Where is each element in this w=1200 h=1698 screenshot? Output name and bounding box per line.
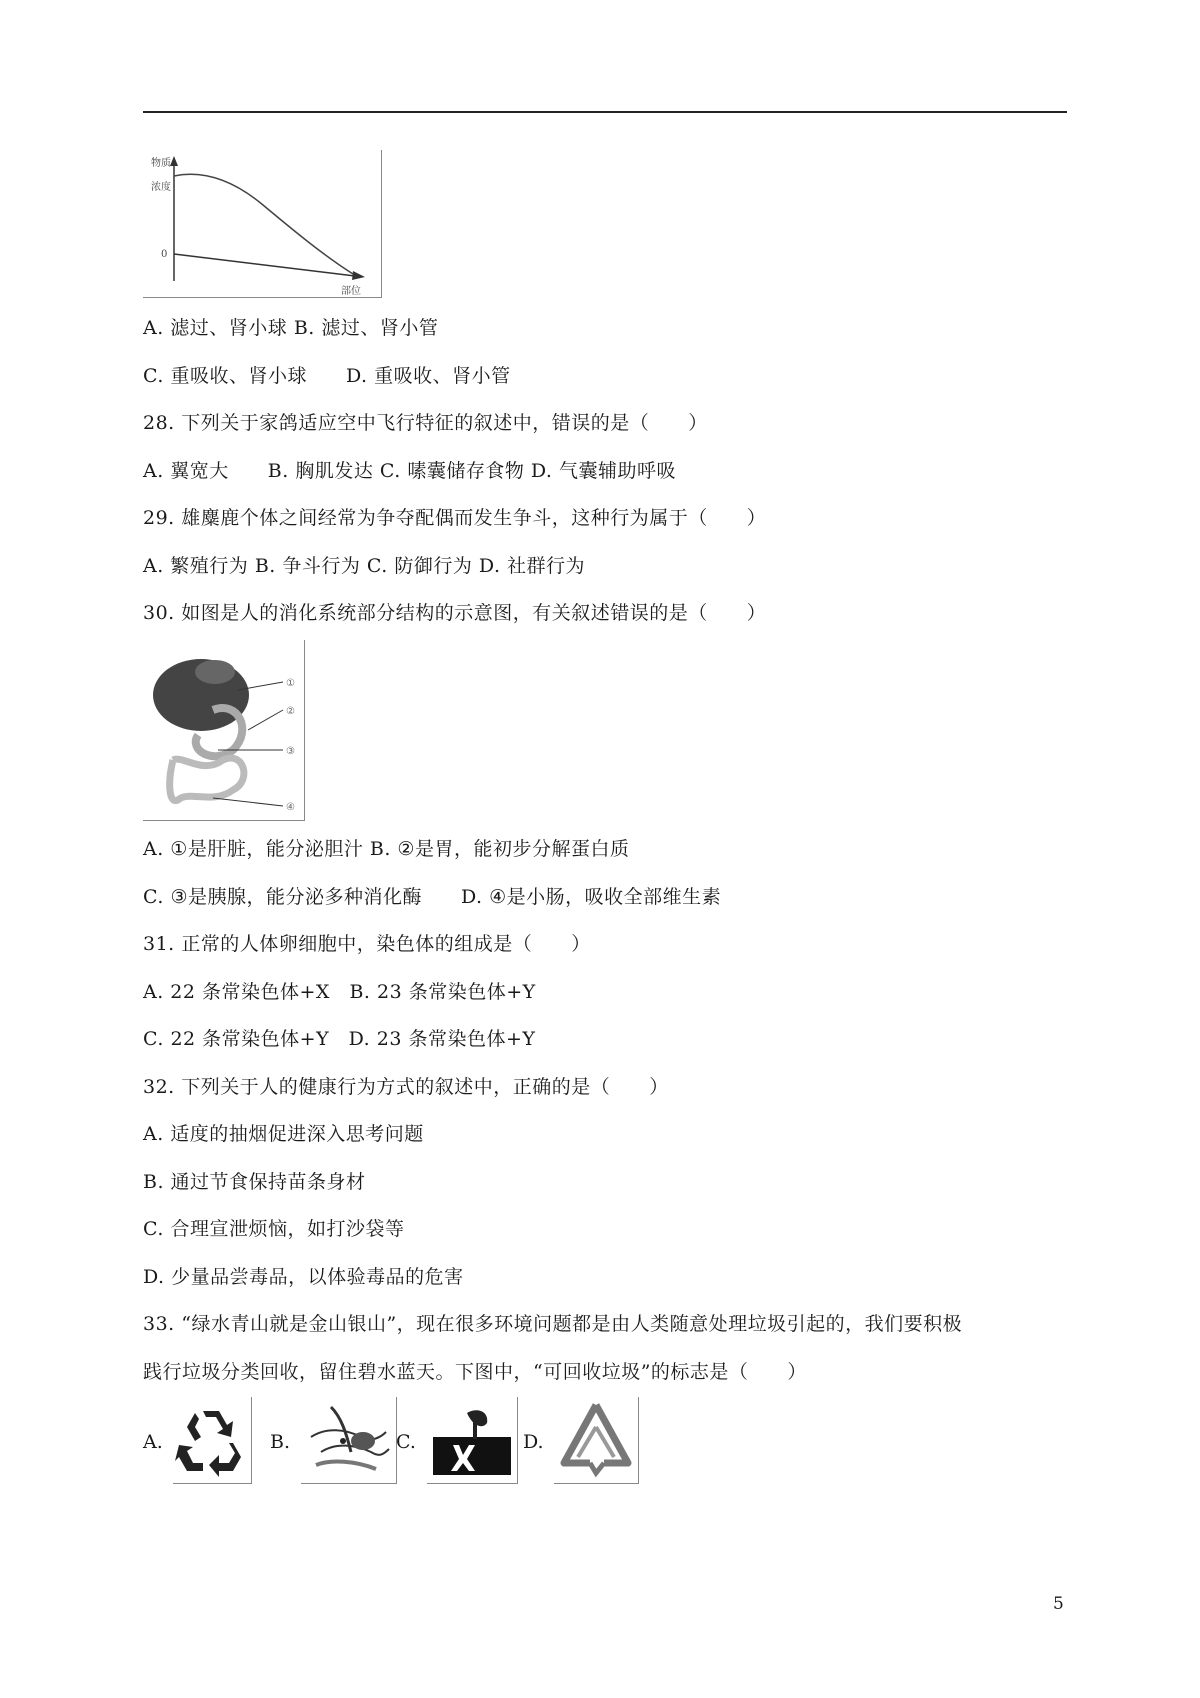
- q31-stem: 31. 正常的人体卵细胞中，染色体的组成是（ ）: [143, 933, 591, 955]
- header-rule: [143, 111, 1067, 113]
- q27-options-line2: C. 重吸收、肾小球 D. 重吸收、肾小管: [143, 365, 511, 387]
- concentration-curve: [174, 174, 353, 274]
- q32-option-b: B. 通过节食保持苗条身材: [143, 1171, 366, 1193]
- q27-options-line1: A. 滤过、肾小球 B. 滤过、肾小管: [143, 317, 439, 339]
- page-number: 5: [1053, 1594, 1064, 1614]
- x-axis-label: 部位: [341, 286, 361, 297]
- concentration-graph-figure: [143, 150, 382, 298]
- q33-stem-line1: 33. “绿水青山就是金山银山”，现在很多环境问题都是由人类随意处理垃圾引起的，我们要积极: [143, 1313, 963, 1335]
- svg-text:②: ②: [286, 706, 295, 717]
- y-axis-label-2: 浓度: [151, 182, 171, 193]
- q30-options-cd: C. ③是胰腺，能分泌多种消化酶 D. ④是小肠，吸收全部维生素: [143, 886, 722, 908]
- q33-option-label-b: B.: [270, 1431, 291, 1453]
- recycle-arrows-icon: [173, 1397, 252, 1484]
- origin-label: 0: [161, 249, 168, 260]
- q33-stem-line2: 践行垃圾分类回收，留住碧水蓝天。下图中，“可回收垃圾”的标志是（ ）: [143, 1361, 807, 1383]
- q29-options: A. 繁殖行为 B. 争斗行为 C. 防御行为 D. 社群行为: [143, 555, 586, 577]
- q32-option-d: D. 少量品尝毒品，以体验毒品的危害: [143, 1266, 464, 1288]
- q29-stem: 29. 雄麋鹿个体之间经常为争夺配偶而发生争斗，这种行为属于（ ）: [143, 507, 767, 529]
- black-box-icon: [427, 1397, 518, 1484]
- q30-options-ab: A. ①是肝脏，能分泌胆汁 B. ②是胃，能初步分解蛋白质: [143, 838, 630, 860]
- q28-stem: 28. 下列关于家鸽适应空中飞行特征的叙述中，错误的是（ ）: [143, 412, 708, 434]
- q28-options: A. 翼宽大 B. 胸肌发达 C. 嗉囊储存食物 D. 气囊辅助呼吸: [143, 460, 676, 482]
- x-axis-arrow-icon: [352, 271, 365, 280]
- y-axis-label-1: 物质: [151, 158, 171, 169]
- q33-option-label-d: D.: [523, 1431, 544, 1453]
- digestive-system-figure: [143, 640, 305, 821]
- y-axis-arrow-icon: [170, 156, 178, 166]
- fish-drawing-icon: [301, 1397, 397, 1484]
- q32-option-a: A. 适度的抽烟促进深入思考问题: [143, 1123, 424, 1145]
- q32-option-c: C. 合理宣泄烦恼，如打沙袋等: [143, 1218, 405, 1240]
- intestine-shape: [170, 758, 244, 801]
- svg-text:①: ①: [286, 678, 295, 689]
- q33-option-label-a: A.: [143, 1431, 163, 1453]
- q31-options-line2: C. 22 条常染色体+Y D. 23 条常染色体+Y: [143, 1028, 536, 1050]
- svg-text:④: ④: [286, 802, 295, 813]
- recycle-triangle-outline-icon: [554, 1397, 639, 1484]
- q31-options-line1: A. 22 条常染色体+X B. 23 条常染色体+Y: [143, 981, 536, 1003]
- svg-text:③: ③: [286, 746, 295, 757]
- q32-stem: 32. 下列关于人的健康行为方式的叙述中，正确的是（ ）: [143, 1076, 669, 1098]
- q30-stem: 30. 如图是人的消化系统部分结构的示意图，有关叙述错误的是（ ）: [143, 602, 767, 624]
- q33-option-label-c: C.: [396, 1431, 416, 1453]
